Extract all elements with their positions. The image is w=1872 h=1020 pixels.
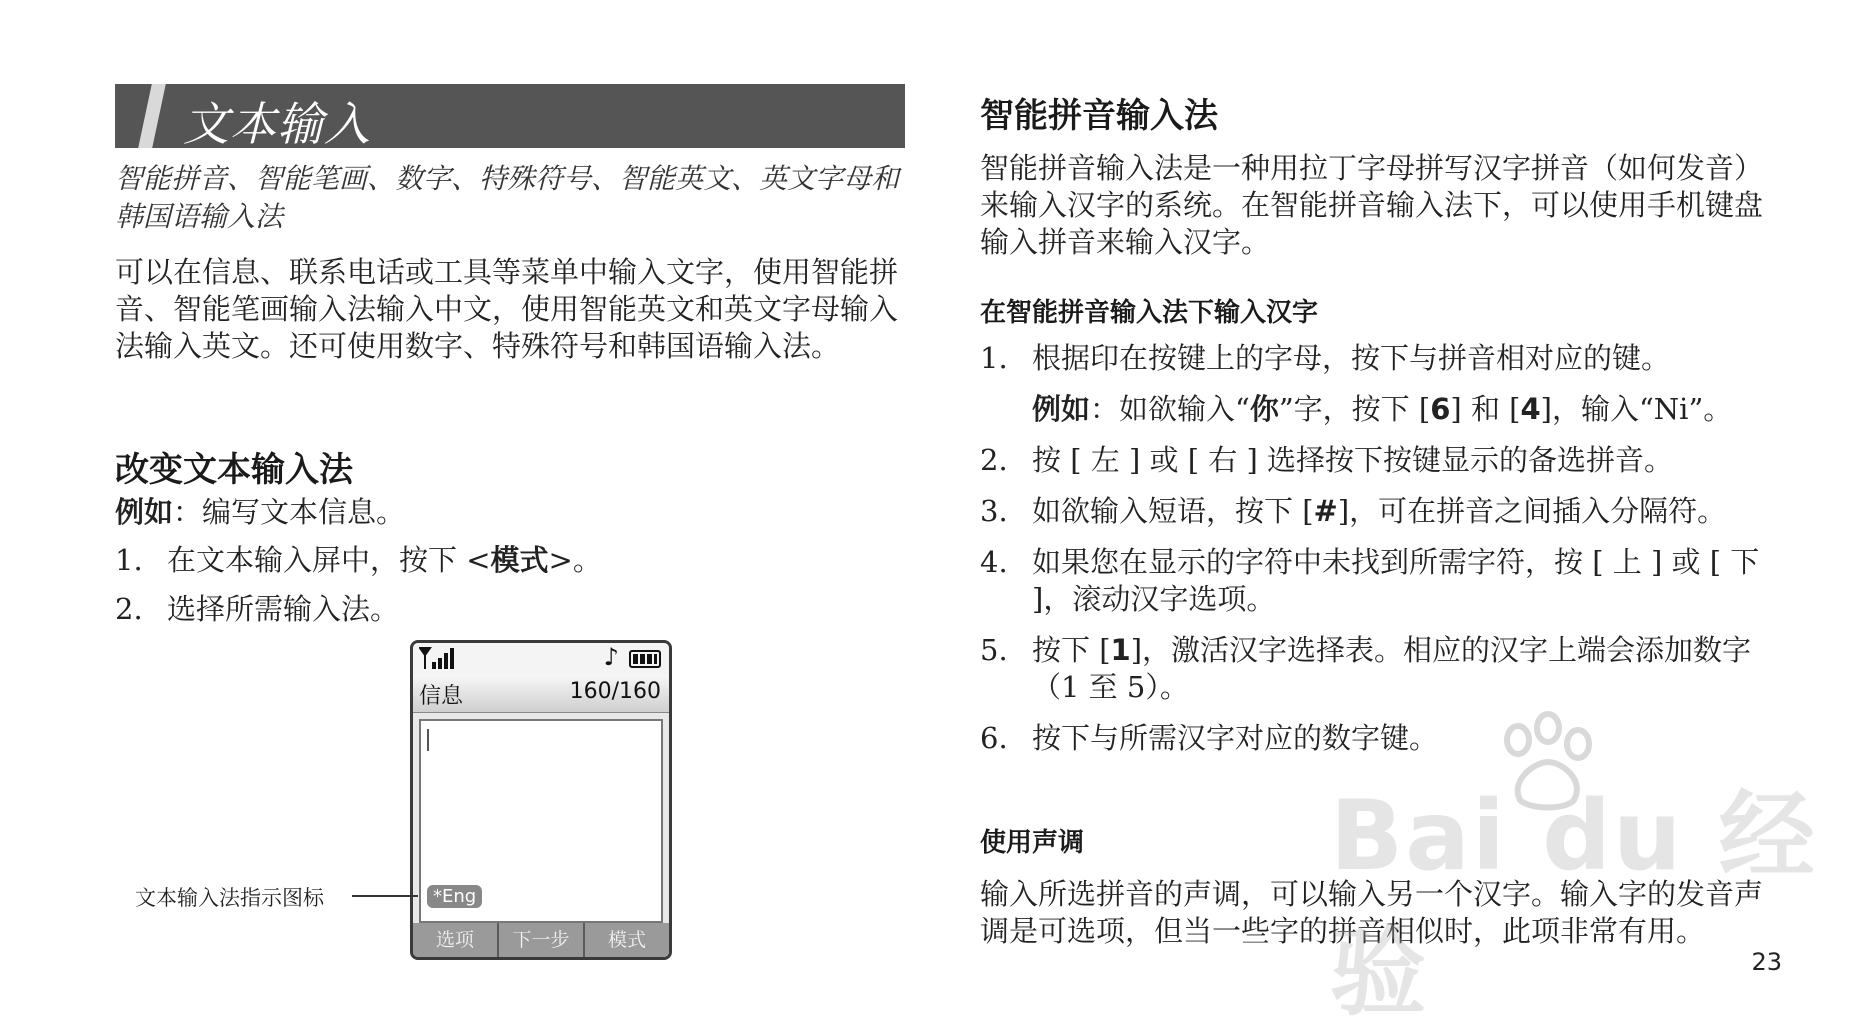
- music-note-icon: ♪: [603, 643, 619, 671]
- baidu-watermark: Bai du 经验: [1330, 780, 1817, 1020]
- page-title: 文本输入: [183, 97, 371, 151]
- softkey-bar: [413, 923, 669, 957]
- step-text: 根据印在按键上的字母，按下与拼音相对应的键。: [1032, 341, 1671, 375]
- step-number: 1.: [115, 543, 143, 577]
- pinyin-intro: 智能拼音输入法是一种用拉丁字母拼写汉字拼音（如何发音）来输入汉字的系统。在智能拼音输入法下，可以使用手机键盘输入拼音来输入汉字。: [980, 151, 1764, 259]
- softkey-next: 下一步: [499, 923, 585, 957]
- phone-screen-illustration: [410, 640, 672, 960]
- example-text: ] 和 [: [1450, 392, 1521, 426]
- pinyin-steps: [980, 340, 1780, 771]
- list-item: [980, 340, 1780, 377]
- intro-paragraph: 可以在信息、联系电话或工具等菜单中输入文字，使用智能拼音、智能笔画输入法输入中文，使用智能英文和英文字母输入法输入英文。还可使用数字、特殊符号和韩国语输入法。: [115, 255, 899, 363]
- signal-icon: [419, 646, 457, 670]
- tone-heading: 使用声调: [980, 828, 1085, 858]
- step-text: 按 [ 左 ] 或 [ 右 ] 选择按下按键显示的备选拼音。: [1032, 443, 1674, 477]
- key-4: 4: [1520, 392, 1541, 426]
- key-hash: #: [1313, 494, 1338, 528]
- list-item: [980, 493, 1780, 530]
- step-text: 如果您在显示的字符中未找到所需字符，按 [ 上 ] 或 [ 下 ]，滚动汉字选项。: [1032, 545, 1760, 616]
- message-title: 信息: [419, 684, 464, 709]
- list-item: [980, 544, 1780, 618]
- softkey-options: 选项: [413, 923, 499, 957]
- example-text: ：编写文本信息。: [173, 495, 406, 529]
- softkey-mode: 模式: [607, 929, 646, 951]
- list-item: [115, 591, 895, 628]
- step-text: 选择所需输入法。: [167, 592, 400, 626]
- step-number: 5.: [980, 633, 1008, 667]
- pinyin-heading: 智能拼音输入法: [980, 96, 1218, 136]
- step-key: 模式: [490, 543, 549, 577]
- step-text: 按下与所需汉字对应的数字键。: [1032, 721, 1439, 755]
- list-item: [115, 542, 895, 579]
- step-number: 3.: [980, 494, 1008, 528]
- list-item: [980, 720, 1780, 757]
- change-example: [115, 494, 405, 531]
- step-number: 2.: [115, 592, 143, 626]
- list-item: [980, 632, 1780, 706]
- tone-paragraph: 输入所选拼音的声调，可以输入另一个汉字。输入字的发音声调是可选项，但当一些字的拼音相似时，此项非常有用。: [980, 877, 1764, 948]
- status-bar: [413, 643, 669, 675]
- key-6: 6: [1430, 392, 1451, 426]
- step-text-end: ]，可在拼音之间插入分隔符。: [1337, 494, 1727, 528]
- example-label: 例如: [1032, 392, 1091, 426]
- change-input-heading: 改变文本输入法: [115, 450, 353, 490]
- battery-icon: [629, 650, 661, 668]
- text-cursor: [427, 729, 429, 751]
- step-text: 如欲输入短语，按下 [: [1032, 494, 1314, 528]
- page-number: 23: [1751, 948, 1782, 976]
- character-count: 160/160: [569, 679, 661, 704]
- example-label: 例如: [115, 495, 174, 529]
- pinyin-subheading: 在智能拼音输入法下输入汉字: [980, 298, 1319, 328]
- step-number: 1.: [980, 341, 1008, 375]
- list-item: [980, 442, 1780, 479]
- step-number: 2.: [980, 443, 1008, 477]
- message-header: [413, 675, 669, 713]
- step-text: 在文本输入屏中，按下 <: [167, 543, 491, 577]
- pinyin-example: [980, 391, 1780, 428]
- example-text: ”字，按下 [: [1278, 392, 1431, 426]
- subtitle: 智能拼音、智能笔画、数字、特殊符号、智能英文、英文字母和韩国语输入法: [115, 162, 900, 233]
- input-mode-indicator: *Eng: [427, 885, 482, 908]
- title-decoration: [138, 84, 166, 148]
- indicator-callout-label: 文本输入法指示图标: [135, 886, 324, 910]
- example-text: ]，输入“Ni”。: [1540, 392, 1733, 426]
- section-title-bar: [115, 84, 905, 151]
- text-entry-area: [419, 719, 663, 923]
- step-text: 按下 [: [1032, 633, 1111, 667]
- example-char: 你: [1249, 392, 1279, 426]
- key-1: 1: [1110, 633, 1131, 667]
- step-text-end: >。: [548, 543, 602, 577]
- example-text: ：如欲输入“: [1090, 392, 1250, 426]
- step-number: 6.: [980, 721, 1008, 755]
- step-text-end: ]，激活汉字选择表。相应的汉字上端会添加数字（1 至 5）。: [1032, 633, 1752, 704]
- step-number: 4.: [980, 545, 1008, 579]
- callout-line: [352, 895, 418, 897]
- change-steps: [115, 542, 895, 640]
